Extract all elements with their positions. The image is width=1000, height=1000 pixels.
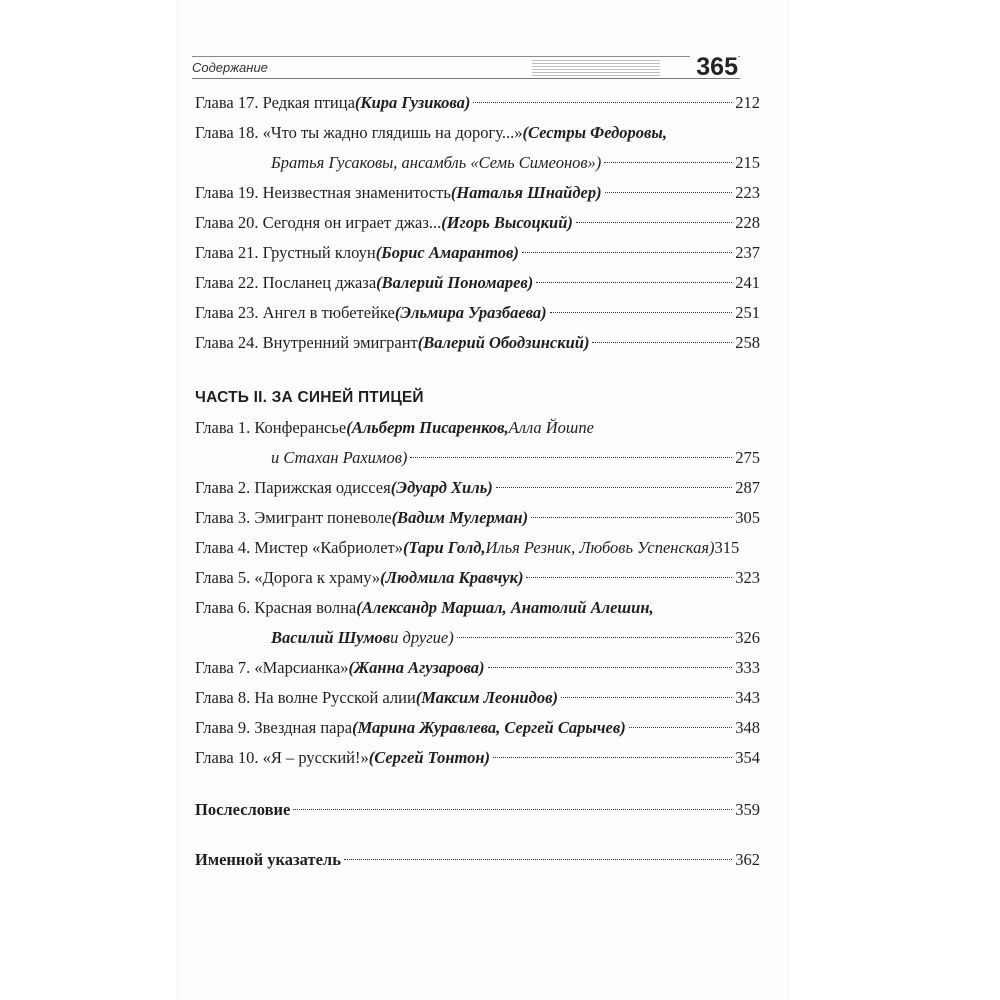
spacer [195,773,760,795]
entry-label: Глава 9. Звездная пара [195,718,353,737]
entry-label: Глава 1. Конферансье [195,418,347,437]
entry-page: 315 [714,538,740,557]
dot-leader [536,282,732,283]
entry-page: 354 [735,748,760,767]
toc-entry [195,533,760,563]
entry-page: 326 [735,628,760,647]
entry-page: 275 [735,448,760,467]
dot-leader [496,487,733,488]
toc-entry [195,743,760,773]
entry-page: 333 [735,658,760,677]
toc-entry [195,178,760,208]
entry-label: Глава 17. Редкая птица [195,93,355,112]
entry-label: Глава 5. «Дорога к храму» [195,568,381,587]
entry-page: 237 [735,243,760,262]
toc-entry [195,593,760,623]
entry-author-cont: и Стахан Рахимов) [271,448,408,467]
part-heading: ЧАСТЬ II. ЗА СИНЕЙ ПТИЦЕЙ [195,389,424,406]
entry-author: (Наталья Шнайдер) [450,183,602,202]
entry-page: 305 [735,508,760,527]
dot-leader [526,577,732,578]
entry-page: 343 [735,688,760,707]
entry-author: (Жанна Агузарова) [348,658,485,677]
dot-leader [629,727,733,728]
toc-entry-continuation [195,148,760,178]
entry-author: (Кира Гузикова) [354,93,471,112]
toc-entry [195,653,760,683]
entry-author-cont: Василий Шумов [271,628,391,647]
entry-author: (Сергей Тонтон) [368,748,491,767]
entry-author: (Александр Маршал, Анатолий Алешин, [356,598,654,617]
entry-label: Глава 10. «Я – русский!» [195,748,369,767]
entry-label: Глава 4. Мистер «Кабриолет» [195,538,403,557]
afterword-label: Послесловие [195,800,291,819]
entry-author-cont: Братья Гусаковы, ансамбль «Семь Симеонов») [271,153,602,172]
entry-author: (Валерий Ободзинский) [417,333,590,352]
entry-author: (Борис Амарантов) [375,243,519,262]
entry-label: Глава 6. Красная волна [195,598,357,617]
header-rule-bottom [192,78,740,79]
entry-author: (Сестры Федоровы, [522,123,667,142]
dot-leader [605,192,733,193]
dot-leader [604,162,732,163]
entry-label: Глава 2. Парижская одиссея [195,478,391,497]
entry-author: (Вадим Мулерман) [391,508,529,527]
header-decorative-lines [532,60,660,76]
entry-author: (Валерий Пономарев) [376,273,534,292]
entry-author-cont-extra: и другие) [390,628,454,647]
dot-leader [493,757,732,758]
toc-entry [195,88,760,118]
entry-page: 241 [735,273,760,292]
toc-entry [195,683,760,713]
entry-label: Глава 22. Посланец джаза [195,273,377,292]
entry-page: 215 [735,153,760,172]
entry-author: (Эдуард Хиль) [390,478,493,497]
entry-label: Глава 8. На волне Русской алии [195,688,416,707]
spacer [195,825,760,845]
toc-entry-index [195,845,760,875]
entry-page: 323 [735,568,760,587]
section-title: Содержание [192,60,268,75]
entry-label: Глава 24. Внутренний эмигрант [195,333,418,352]
toc-entry-continuation [195,443,760,473]
entry-page: 212 [735,93,760,112]
entry-author: (Тари Голд, [403,538,486,557]
dot-leader [531,517,732,518]
entry-label: Глава 18. «Что ты жадно глядишь на дорогу...» [195,123,523,142]
entry-page: 251 [735,303,760,322]
toc-entry-continuation [195,623,760,653]
entry-author: (Игорь Высоцкий) [441,213,573,232]
entry-page: 258 [735,333,760,352]
entry-label: Глава 23. Ангел в тюбетейке [195,303,395,322]
page-number: 365 [690,53,738,82]
entry-page: 223 [735,183,760,202]
entry-author: (Альберт Писаренков, [346,418,509,437]
entry-author: (Эльмира Уразбаева) [394,303,547,322]
entry-label: Глава 7. «Марсианка» [195,658,349,677]
dot-leader [488,667,733,668]
toc-entry [195,208,760,238]
table-of-contents [195,88,760,875]
entry-page: 348 [735,718,760,737]
entry-author-extra: Алла Йошпе [508,418,594,437]
spacer [195,358,760,383]
dot-leader [522,252,732,253]
dot-leader [410,457,732,458]
header-rule-top [192,56,740,57]
dot-leader [550,312,733,313]
dot-leader [576,222,732,223]
entry-author-extra: Илья Резник, Любовь Успенская) [485,538,715,557]
entry-label: Глава 19. Неизвестная знаменитость [195,183,451,202]
toc-entry [195,238,760,268]
entry-page: 287 [735,478,760,497]
entry-label: Глава 20. Сегодня он играет джаз... [195,213,442,232]
entry-author: (Людмила Кравчук) [380,568,524,587]
dot-leader [561,697,732,698]
toc-entry [195,563,760,593]
dot-leader [592,342,732,343]
toc-entry [195,473,760,503]
dot-leader [293,809,732,810]
toc-entry [195,503,760,533]
entry-author: (Марина Журавлева, Сергей Сарычев) [352,718,626,737]
entry-author: (Максим Леонидов) [415,688,558,707]
dot-leader [344,859,732,860]
toc-entry [195,118,760,148]
entry-page: 228 [735,213,760,232]
entry-page: 359 [735,800,760,819]
entry-label: Глава 21. Грустный клоун [195,243,376,262]
toc-entry [195,713,760,743]
index-label: Именной указатель [195,850,341,869]
dot-leader [457,637,733,638]
running-head [192,52,740,82]
dot-leader [473,102,732,103]
toc-entry-afterword [195,795,760,825]
toc-entry [195,328,760,358]
toc-entry [195,298,760,328]
toc-entry [195,268,760,298]
entry-label: Глава 3. Эмигрант поневоле [195,508,392,527]
entry-page: 362 [735,850,760,869]
toc-entry [195,413,760,443]
